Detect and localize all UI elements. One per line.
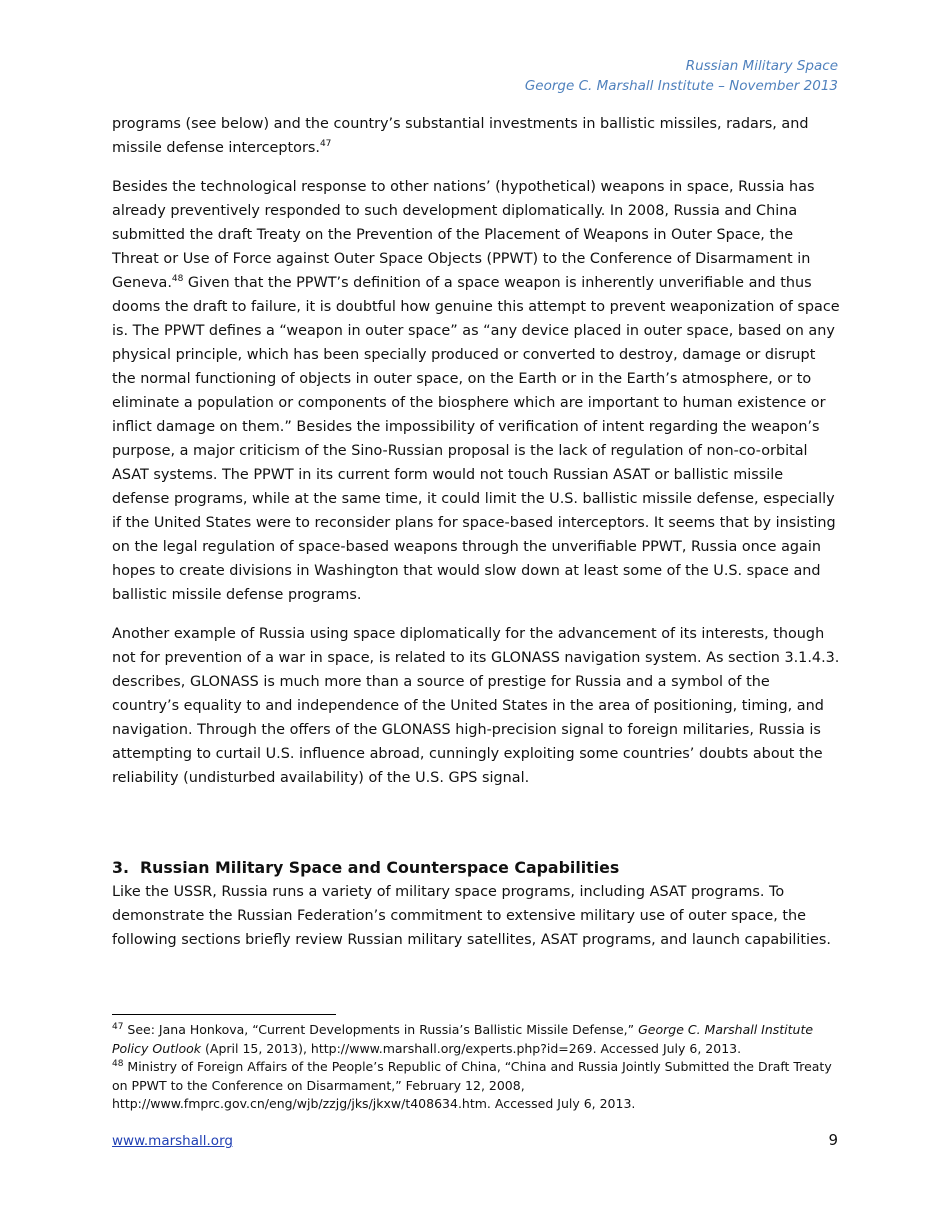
section-paragraph: Like the USSR, Russia runs a variety of military space programs, including ASAT programs. To demonstrate the Russian Federation’s commitment to extensive military use of outer space, the following sections briefly review Russian military satellites, ASAT programs, and launch capabilities.: [112, 884, 831, 948]
footnote-ref-47[interactable]: 47: [319, 139, 332, 150]
section-heading: [112, 856, 840, 880]
page-header: [525, 56, 838, 96]
footer-website-link[interactable]: www.marshall.org: [112, 1133, 233, 1149]
paragraph-2-text-b: Given that the PPWT’s definition of a space weapon is inherently unverifiable and thus dooms the draft to failure, it is doubtful how genuine this attempt to prevent weaponization of space is. The PPWT defines a “weapon in outer space” as “any device placed in outer space, based on any physical principle, which has been specially produced or converted to destroy, damage or disrupt the normal functioning of objects in outer space, on the Earth or in the Earth’s atmosphere, or to eliminate a population or components of the biosphere which are important to human existence or inflict damage on them.” Besides the impossibility of verification of intent regarding the weapon’s purpose, a major criticism of the Sino-Russian proposal is the lack of regulation of non-co-orbital ASAT systems. The PPWT in its current form would not touch Russian ASAT or ballistic missile defense programs, while at the same time, it could limit the U.S. ballistic missile defense, especially if the United States were to reconsider plans for space-based interceptors. It seems that by insisting on the legal regulation of space-based weapons through the unverifiable PPWT, Russia once again hopes to create divisions in Washington that would slow down at least some of the U.S. space and ballistic missile defense programs.: [112, 275, 840, 603]
footnote-48-text: Ministry of Foreign Affairs of the People’s Republic of China, “China and Russia Jointly Submitted the Draft Treaty on PPWT to the Conference on Disarmament,” February 12, 2008, http://www.fmprc.gov.cn/eng/wjb/zzjg/jks/jkxw/t408634.htm. Accessed July 6, 2013.: [112, 1059, 832, 1111]
header-subtitle: George C. Marshall Institute – November 2013: [524, 78, 838, 94]
footnote-47: [112, 1021, 847, 1058]
footnote-47-italic: George C. Marshall Institute Policy Outlook: [112, 1022, 814, 1056]
footnote-47-text-b: (April 15, 2013), http://www.marshall.org/experts.php?id=269. Accessed July 6, 2013.: [201, 1040, 742, 1056]
page-number: 9: [828, 1131, 838, 1149]
paragraph-1: [112, 112, 840, 160]
main-content: [112, 112, 840, 967]
footnote-divider: [112, 1014, 336, 1015]
paragraph-1-text: programs (see below) and the country’s substantial investments in ballistic missiles, radars, and missile defense interceptors.: [112, 116, 809, 156]
footnote-48-number: 48: [112, 1058, 124, 1069]
section-number: 3.: [112, 858, 129, 877]
paragraph-2-text-a: Besides the technological response to other nations’ (hypothetical) weapons in space, Russia has already preventively responded to such development diplomatically. In 2008, Russia and China submitted the draft Treaty on the Prevention of the Placement of Weapons in Outer Space, the Threat or Use of Force against Outer Space Objects (PPWT) to the Conference of Disarmament in Geneva.: [112, 179, 815, 291]
footnote-ref-48[interactable]: 48: [171, 274, 184, 285]
section-title: Russian Military Space and Counterspace Capabilities: [140, 858, 620, 877]
footnote-48: [112, 1058, 847, 1114]
paragraph-3: Another example of Russia using space diplomatically for the advancement of its interests, though not for prevention of a war in space, is related to its GLONASS navigation system. As section 3.1.4.3. describes, GLONASS is much more than a source of prestige for Russia and a symbol of the country’s equality to and independence of the United States in the area of positioning, timing, and navigation. Through the offers of the GLONASS high-precision signal to foreign militaries, Russia is attempting to curtail U.S. influence abroad, cunningly exploiting some countries’ doubts about the reliability (undisturbed availability) of the U.S. GPS signal.: [112, 626, 840, 786]
footnotes: [112, 1021, 847, 1114]
footnote-47-text-a: See: Jana Honkova, “Current Developments in Russia’s Ballistic Missile Defense,”: [123, 1022, 639, 1037]
paragraph-2: [112, 175, 840, 607]
header-title: Russian Military Space: [685, 58, 838, 74]
footnote-47-number: 47: [112, 1021, 124, 1032]
